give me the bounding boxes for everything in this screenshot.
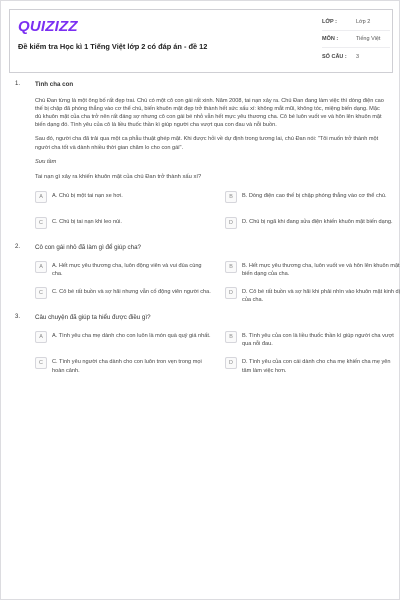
option-a[interactable] [35, 190, 211, 208]
meta-row-subject [322, 31, 390, 48]
option-text: D. Tình yêu của con cái dành cho cha mẹ khiến cha mẹ yên tâm làm việc hơn. [242, 359, 391, 374]
option-text: D. Cô bé rất buồn và sợ hãi khi phải nhìn vào khuôn mặt kinh dị của cha. [242, 288, 400, 304]
question-2 [15, 243, 400, 304]
passage-paragraph: Sau đó, người cha đã trải qua một ca phẫu thuật ghép mặt. Khi được hỏi về dự định trong tương lai, chú Đan nói: "Tôi muốn trở thành một người cha tốt và dành nhiều thời gian chăm lo cho con gái". [35, 136, 379, 151]
option-c[interactable] [35, 356, 211, 374]
question-number: 3. [15, 314, 21, 321]
reading-passage [35, 97, 387, 166]
question-number: 2. [15, 243, 21, 250]
meta-label: MÔN : [322, 36, 339, 42]
option-text: C. Tình yêu người cha dành cho con luôn tron vẹn trong mọi hoàn cảnh. [52, 359, 202, 374]
passage-paragraph: Chú Đan từng là một ông bố rất đẹp trai. Chú có một cô con gái rất xinh. Năm 2008, tai nạn xảy ra. Chú Đan đang làm việc thì dòng điện cao thế bị chập đã phóng thẳng vào cơ thể chú, biến khuôn mặt đẹp trở thành hết sức xấu xí: không mắt mũi, không tóc, miệng biến dạng. Mặc dù khuôn mặt của cha trở nên rất đáng sợ nhưng cô con gái bé nhỏ vẫn hết mực yêu thương cha. Cô bé luôn vuốt ve và hôn lên khuôn mặt biến dạng đó. Tình yêu của cô là liều thuốc thần kì giúp người cha vượt qua con đau và nỗi buồn. [35, 98, 384, 129]
answer-options [35, 330, 394, 374]
option-text: D. Chú bị ngã khi đang sửa điện khiến khuôn mặt biến dạng. [242, 218, 393, 225]
option-text: B. Hết mực yêu thương cha, luôn vuốt ve và hôn lên khuôn mặt biến dạng của cha. [242, 262, 400, 277]
meta-value: 3 [356, 53, 360, 60]
page-title: Đề kiểm tra Học kì 1 Tiếng Việt lớp 2 có đáp án - đề 12 [18, 42, 208, 51]
meta-row-grade [322, 14, 390, 31]
answer-options [35, 260, 400, 304]
question-prompt: Tai nạn gì xảy ra khiến khuôn mặt của chú Đan trở thành xấu xí? [35, 173, 202, 180]
option-text: C. Cô bé rất buồn và sợ hãi nhưng vẫn cố động viên người cha. [52, 288, 211, 295]
option-c[interactable] [35, 216, 211, 234]
option-letter-box: C [35, 357, 47, 369]
question-title: Tình cha con [35, 81, 74, 88]
option-letter-box: A [35, 191, 47, 203]
option-text: A. Chú bị một tai nạn xe hơi. [52, 192, 123, 199]
option-a[interactable] [35, 260, 211, 278]
worksheet-header [9, 9, 393, 73]
option-text: A. Hết mực yêu thương cha, luôn động viên và vui đùa cùng cha. [52, 262, 202, 277]
option-letter-box: B [225, 261, 237, 273]
option-a[interactable] [35, 330, 211, 348]
option-letter-box: B [225, 191, 237, 203]
answer-options [35, 190, 393, 234]
option-d[interactable] [225, 356, 400, 374]
quizizz-logo: QUIZIZZ [18, 18, 78, 35]
option-text: C. Chú bị tai nạn khi leo núi. [52, 218, 122, 225]
option-letter-box: D [225, 357, 237, 369]
option-letter-box: D [225, 217, 237, 229]
option-c[interactable] [35, 286, 211, 304]
question-1 [15, 81, 393, 234]
option-d[interactable] [225, 216, 400, 234]
option-text: B. Dòng điện cao thế bị chập phóng thẳng vào cơ thể chú. [242, 192, 387, 199]
question-title: Cô con gái nhỏ đã làm gì để giúp cha? [35, 243, 141, 251]
option-text: B. Tình yêu của con là liều thuốc thần kì giúp người cha vượt qua nỗi đau. [242, 333, 394, 348]
meta-label: SỐ CÂU : [322, 53, 347, 60]
question-3 [15, 314, 394, 374]
meta-value: Tiếng Việt [356, 36, 381, 42]
option-letter-box: C [35, 287, 47, 299]
option-d[interactable] [225, 286, 400, 304]
question-number: 1. [15, 81, 21, 87]
meta-label: LỚP : [322, 19, 337, 25]
questions-list [15, 81, 400, 385]
option-b[interactable] [225, 260, 400, 278]
option-b[interactable] [225, 190, 400, 208]
option-letter-box: D [225, 287, 237, 299]
question-title: Câu chuyện đã giúp ta hiểu được điều gì? [35, 314, 151, 322]
option-letter-box: A [35, 331, 47, 343]
option-b[interactable] [225, 330, 400, 348]
option-text: A. Tình yêu cha mẹ dành cho con luôn là món quà quý giá nhất. [52, 333, 211, 340]
meta-value: Lớp 2 [356, 19, 371, 25]
meta-row-count [322, 48, 390, 65]
option-letter-box: B [225, 331, 237, 343]
meta-panel [322, 14, 390, 65]
option-letter-box: C [35, 217, 47, 229]
option-letter-box: A [35, 261, 47, 273]
passage-source: Sưu tầm [35, 158, 57, 165]
